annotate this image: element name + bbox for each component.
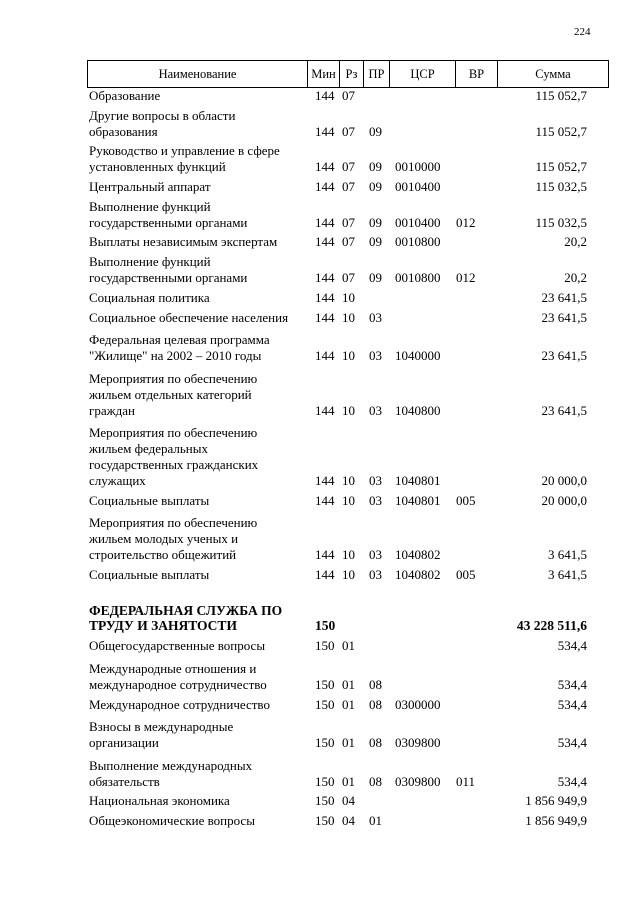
cell-csr: 1040801: [395, 472, 441, 488]
cell-sum: 23 641,5: [541, 289, 587, 305]
header-sum: Сумма: [535, 66, 571, 81]
cell-min: 144: [315, 566, 335, 582]
cell-pr: 09: [369, 234, 382, 250]
row-name-line: Выполнение международных: [89, 757, 253, 773]
table-row: [87, 234, 607, 250]
cell-min: 144: [315, 472, 335, 488]
table-row: [87, 310, 607, 326]
table-row: [87, 603, 607, 635]
row-name-line: обязательств: [89, 773, 160, 789]
row-name-line: Взносы в международные: [89, 719, 234, 735]
row-name-line: Образование: [89, 88, 161, 103]
cell-rz: 10: [342, 289, 355, 305]
cell-pr: 09: [369, 123, 382, 139]
table-row: [87, 108, 607, 140]
cell-sum: 534,4: [557, 735, 587, 751]
row-name-line: установленных функций: [89, 159, 226, 175]
cell-vr: 005: [456, 492, 476, 508]
cell-sum: 43 228 511,6: [516, 618, 587, 634]
table-row: [87, 515, 607, 562]
row-name: [87, 88, 307, 104]
cell-pr: 08: [369, 773, 382, 789]
row-name: [87, 108, 307, 140]
row-name: [87, 567, 307, 583]
cell-min: 150: [315, 618, 336, 634]
cell-sum: 20,2: [564, 269, 587, 285]
header-vr: ВР: [456, 61, 498, 87]
row-name-line: строительство общежитий: [89, 546, 237, 562]
cell-csr: 0010000: [395, 159, 441, 175]
cell-pr: 03: [369, 566, 382, 582]
cell-pr: 03: [369, 546, 382, 562]
row-name-line: Выплаты независимым экспертам: [89, 234, 278, 250]
table-row: [87, 332, 607, 364]
cell-rz: 07: [342, 123, 355, 139]
cell-pr: 09: [369, 178, 382, 194]
cell-min: 144: [315, 88, 335, 103]
row-name: [87, 813, 307, 829]
row-name-line: образования: [89, 123, 158, 139]
cell-sum: 23 641,5: [541, 309, 587, 325]
cell-sum: 115 052,7: [535, 123, 587, 139]
cell-rz: 07: [342, 159, 355, 175]
cell-pr: 09: [369, 269, 382, 285]
row-name-line: Федеральная целевая программа: [89, 332, 270, 348]
row-name-line: ФЕДЕРАЛЬНАЯ СЛУЖБА ПО: [89, 602, 283, 618]
cell-rz: 10: [342, 309, 355, 325]
row-name-line: Мероприятия по обеспечению: [89, 515, 258, 531]
row-name-line: Национальная экономика: [89, 793, 230, 809]
header-rz: Рз: [340, 61, 364, 87]
row-name: [87, 603, 307, 635]
table-row: [87, 493, 607, 509]
cell-sum: 20 000,0: [541, 492, 587, 508]
table-row: [87, 88, 607, 104]
cell-csr: 0300000: [395, 696, 441, 712]
cell-rz: 01: [342, 735, 355, 751]
cell-min: 144: [315, 546, 335, 562]
row-name-line: Международное сотрудничество: [89, 696, 270, 712]
table-row: [87, 179, 607, 195]
row-name: [87, 290, 307, 306]
row-name-line: государственными органами: [89, 214, 248, 230]
cell-rz: 10: [342, 348, 355, 364]
cell-rz: 01: [342, 696, 355, 712]
cell-vr: 005: [456, 566, 476, 582]
row-name: [87, 179, 307, 195]
cell-sum: 115 032,5: [535, 178, 587, 194]
row-name: [87, 371, 307, 418]
cell-pr: 08: [369, 735, 382, 751]
cell-rz: 01: [342, 676, 355, 692]
table-row: [87, 567, 607, 583]
row-name-line: государственными органами: [89, 269, 248, 285]
cell-pr: 09: [369, 214, 382, 230]
cell-rz: 07: [342, 88, 355, 103]
row-name-line: ТРУДУ И ЗАНЯТОСТИ: [89, 618, 237, 634]
cell-sum: 1 856 949,9: [525, 813, 587, 829]
cell-min: 144: [315, 348, 335, 364]
row-name: [87, 310, 307, 326]
table-row: [87, 199, 607, 231]
cell-sum: 534,4: [557, 676, 587, 692]
cell-csr: 0010400: [395, 178, 441, 194]
cell-pr: 03: [369, 492, 382, 508]
cell-csr: 1040802: [395, 546, 441, 562]
table-row: [87, 143, 607, 175]
table-row: [87, 661, 607, 693]
header-name: Наименование: [88, 61, 308, 87]
cell-rz: 07: [342, 234, 355, 250]
cell-sum: 1 856 949,9: [525, 793, 587, 809]
cell-sum: 23 641,5: [541, 402, 587, 418]
row-name-line: служащих: [89, 472, 146, 488]
cell-min: 144: [315, 214, 335, 230]
row-name-line: Международные отношения и: [89, 660, 257, 676]
row-name: [87, 199, 307, 231]
cell-min: 144: [315, 309, 335, 325]
cell-sum: 20 000,0: [541, 472, 587, 488]
cell-rz: 04: [342, 793, 355, 809]
cell-vr: 012: [456, 269, 476, 285]
cell-csr: 1040000: [395, 348, 441, 364]
cell-vr: 012: [456, 214, 476, 230]
table-row: [87, 254, 607, 286]
row-name: [87, 719, 307, 751]
row-name: [87, 697, 307, 713]
cell-min: 144: [315, 234, 335, 250]
table-header: [87, 60, 609, 88]
row-name-line: Мероприятия по обеспечению: [89, 425, 258, 441]
cell-min: 144: [315, 269, 335, 285]
row-name: [87, 143, 307, 175]
row-name-line: Социальное обеспечение населения: [89, 309, 289, 325]
row-name: [87, 758, 307, 790]
cell-csr: 1040800: [395, 402, 441, 418]
cell-min: 144: [315, 178, 335, 194]
cell-csr: 0010800: [395, 269, 441, 285]
cell-pr: 03: [369, 402, 382, 418]
row-name: [87, 793, 307, 809]
cell-rz: 07: [342, 269, 355, 285]
cell-sum: 115 052,7: [535, 88, 587, 103]
table-row: [87, 813, 607, 829]
table-row: [87, 290, 607, 306]
cell-min: 150: [315, 638, 335, 654]
cell-min: 144: [315, 159, 335, 175]
row-name-line: граждан: [89, 402, 135, 418]
cell-csr: 0010800: [395, 234, 441, 250]
row-name-line: Социальные выплаты: [89, 492, 210, 508]
row-name-line: Выполнение функций: [89, 198, 211, 214]
cell-rz: 01: [342, 773, 355, 789]
row-name-line: Центральный аппарат: [89, 178, 211, 194]
cell-min: 150: [315, 696, 335, 712]
cell-sum: 3 641,5: [548, 566, 587, 582]
cell-pr: 08: [369, 676, 382, 692]
row-name-line: организации: [89, 735, 159, 751]
cell-min: 144: [315, 289, 335, 305]
cell-rz: 10: [342, 492, 355, 508]
cell-rz: 10: [342, 546, 355, 562]
cell-pr: 03: [369, 472, 382, 488]
row-name: [87, 425, 307, 488]
cell-pr: 03: [369, 309, 382, 325]
row-name-line: Общеэкономические вопросы: [89, 813, 255, 829]
row-name-line: Общегосударственные вопросы: [89, 638, 266, 654]
row-name: [87, 515, 307, 562]
cell-sum: 534,4: [557, 638, 587, 654]
cell-sum: 115 032,5: [535, 214, 587, 230]
header-min: Мин: [308, 61, 340, 87]
cell-rz: 07: [342, 214, 355, 230]
cell-sum: 115 052,7: [535, 159, 587, 175]
cell-min: 150: [315, 676, 335, 692]
cell-rz: 07: [342, 178, 355, 194]
row-name: [87, 638, 307, 654]
table-body: [87, 88, 607, 829]
cell-rz: 10: [342, 566, 355, 582]
cell-vr: 011: [456, 773, 476, 789]
cell-min: 144: [315, 123, 335, 139]
cell-min: 144: [315, 402, 335, 418]
row-name-line: жильем молодых ученых и: [89, 531, 239, 547]
cell-pr: 03: [369, 348, 382, 364]
cell-min: 150: [315, 793, 335, 809]
cell-min: 144: [315, 492, 335, 508]
cell-min: 150: [315, 735, 335, 751]
row-name-line: международное сотрудничество: [89, 676, 267, 692]
row-name: [87, 254, 307, 286]
row-name: [87, 332, 307, 364]
cell-csr: 0309800: [395, 773, 441, 789]
table-row: [87, 638, 607, 654]
cell-sum: 23 641,5: [541, 348, 587, 364]
cell-rz: 04: [342, 813, 355, 829]
row-name-line: "Жилище" на 2002 – 2010 годы: [89, 348, 262, 364]
cell-rz: 01: [342, 638, 355, 654]
cell-pr: 09: [369, 159, 382, 175]
row-name-line: государственных гражданских: [89, 456, 259, 472]
row-name-line: Мероприятия по обеспечению: [89, 370, 258, 386]
row-name: [87, 661, 307, 693]
cell-csr: 0309800: [395, 735, 441, 751]
row-name-line: Выполнение функций: [89, 254, 211, 270]
row-name-line: Руководство и управление в сфере: [89, 143, 280, 159]
table-row: [87, 371, 607, 418]
table-row: [87, 758, 607, 790]
row-name-line: жильем отдельных категорий: [89, 386, 252, 402]
cell-min: 150: [315, 773, 335, 789]
cell-rz: 10: [342, 472, 355, 488]
cell-csr: 1040801: [395, 492, 441, 508]
cell-csr: 1040802: [395, 566, 441, 582]
header-csr: ЦСР: [390, 61, 456, 87]
row-name-line: жильем федеральных: [89, 441, 208, 457]
row-name-line: Другие вопросы в области: [89, 107, 236, 123]
cell-rz: 10: [342, 402, 355, 418]
cell-sum: 534,4: [557, 773, 587, 789]
cell-pr: 08: [369, 696, 382, 712]
table-row: [87, 793, 607, 809]
cell-csr: 0010400: [395, 214, 441, 230]
cell-sum: 534,4: [557, 696, 587, 712]
table-row: [87, 425, 607, 488]
cell-pr: 01: [369, 813, 382, 829]
row-name-line: Социальные выплаты: [89, 566, 210, 582]
cell-sum: 3 641,5: [548, 546, 587, 562]
cell-min: 150: [315, 813, 335, 829]
row-name: [87, 234, 307, 250]
table-row: [87, 719, 607, 751]
cell-sum: 20,2: [564, 234, 587, 250]
row-name: [87, 493, 307, 509]
header-pr: ПР: [364, 61, 390, 87]
page-number: 224: [574, 26, 591, 38]
row-name-line: Социальная политика: [89, 289, 210, 305]
table-row: [87, 697, 607, 713]
